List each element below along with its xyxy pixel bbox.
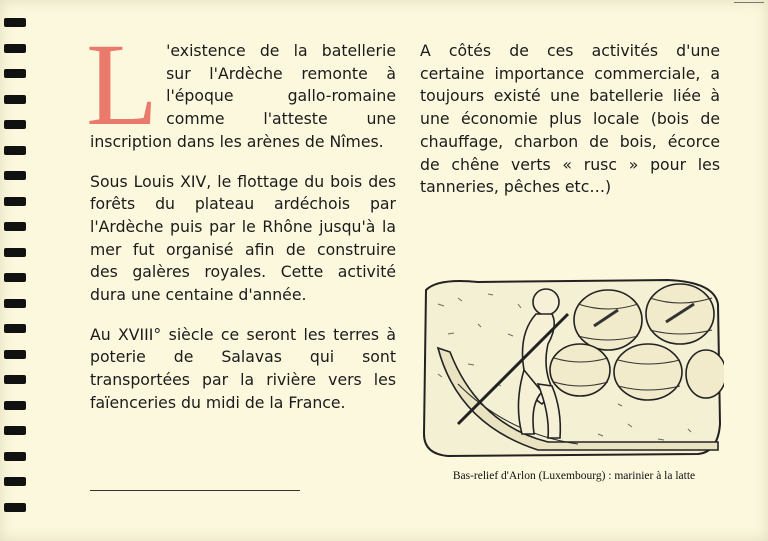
paragraph-2: Sous Louis XIV, le flottage du bois des forêts du plateau ardéchois par l'Ardèche puis par le Rhône jusqu'à la mer fut organisé afin de construire des galères royales. Cette activité dura une centaine d'année. [90,171,396,305]
binding-ring [4,324,26,333]
binding-ring [4,146,26,155]
binding-ring [4,503,26,512]
binding-ring [4,222,26,231]
footnote-rule [90,490,300,491]
binding-ring [4,477,26,486]
drop-cap: L [86,19,159,150]
bas-relief-illustration [418,274,724,460]
binding-ring [4,171,26,180]
binding-ring [4,273,26,282]
paragraph-3: Au XVIII° siècle ce seront les terres à poterie de Salavas qui sont transportées par la rivière vers les faïenceries du midi de la France. [90,324,396,412]
binding-ring [4,350,26,359]
left-column [86,19,396,432]
paragraph-4: A côtés de ces activités d'une certaine importance commerciale, a toujours existé une batellerie liée à une économie plus locale (bois de chauffage, charbon de bois, écorce de chêne verts « rusc » pour les tanneries, pêches etc…) [420,41,720,197]
paragraph-1 [86,19,396,154]
binding-ring [4,426,26,435]
binding-ring [4,248,26,257]
paragraph-1-text: 'existence de la batellerie sur l'Ardèche remonte à l'époque gallo-romaine comme l'atteste une inscription dans les arènes de Nîmes. [90,41,396,151]
binding-ring [4,69,26,78]
figure-caption: Bas-relief d'Arlon (Luxembourg) : marinier à la latte [452,470,696,482]
binding-ring [4,197,26,206]
binding-ring [4,401,26,410]
binding-ring [4,18,26,27]
right-column [420,40,720,216]
binding-ring [4,95,26,104]
binding-ring [4,299,26,308]
binding-ring [4,44,26,53]
binding-ring [4,375,26,384]
spiral-binding [0,18,26,528]
binding-ring [4,120,26,129]
binding-ring [4,452,26,461]
page-edge-line [734,2,764,3]
